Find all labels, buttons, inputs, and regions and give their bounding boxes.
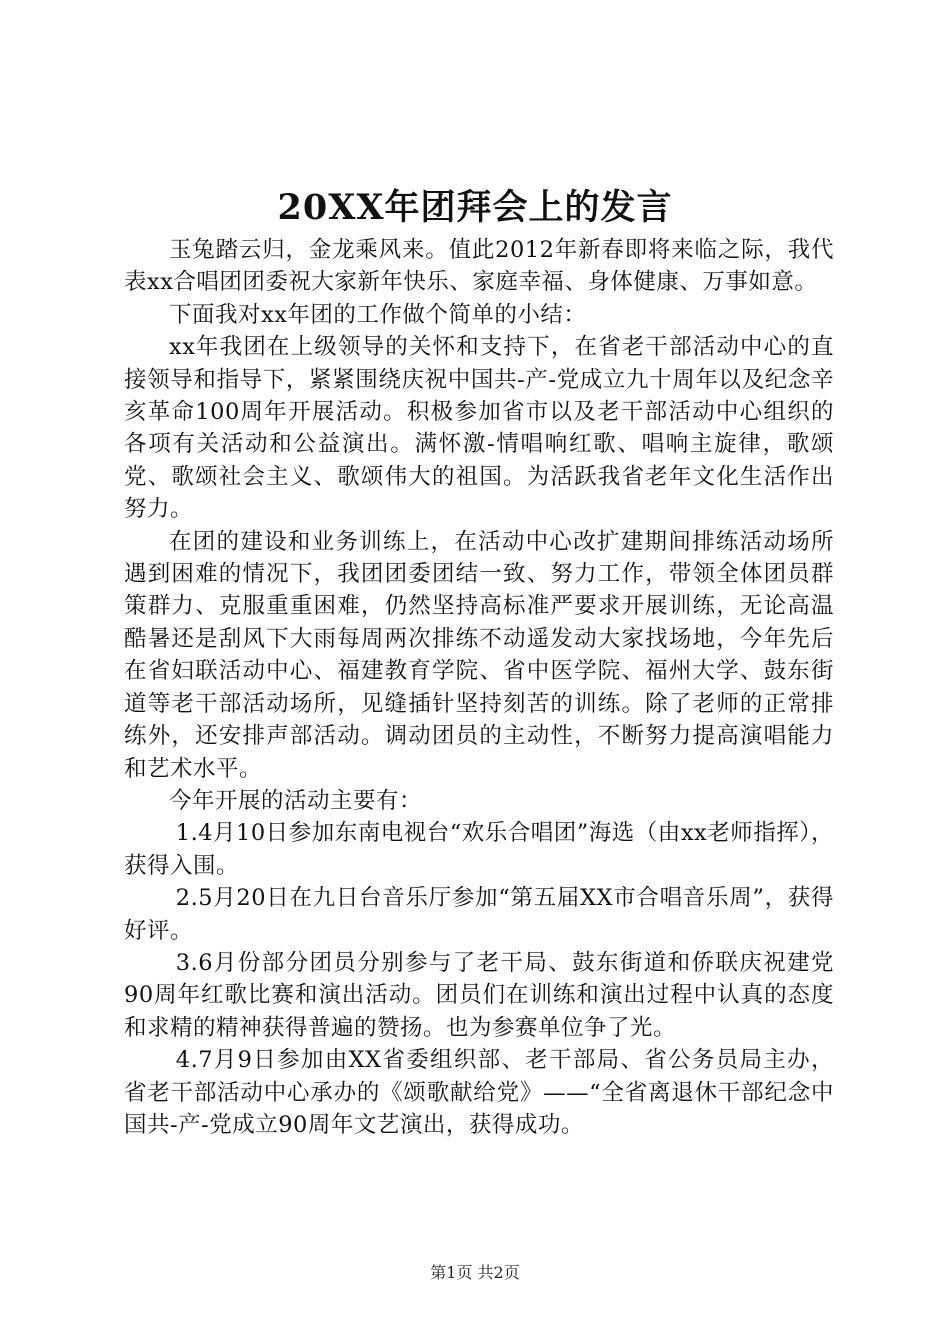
list-item-activity-1: 1.4月10日参加东南电视台“欢乐合唱团”海选（由xx老师指挥），获得入围。 (124, 820, 834, 879)
document-body (124, 234, 834, 1141)
paragraph-work-overview: xx年我团在上级领导的关怀和支持下，在省老干部活动中心的直接领导和指导下，紧紧围绕庆祝中国共-产-党成立九十周年以及纪念辛亥革命100周年开展活动。积极参加省市以及老干部活动中心组织的各项有关活动和公益演出。满怀激-情唱响红歌、唱响主旋律，歌颂党、歌颂社会主义、歌颂伟大的祖国。为活跃我省老年文化生活作出努力。 (124, 334, 834, 523)
page-number-footer: 第1页 共2页 (430, 1263, 520, 1282)
list-item-activity-3: 3.6月份部分团员分别参与了老干局、鼓东街道和侨联庆祝建党90周年红歌比赛和演出活动。团员们在训练和演出过程中认真的态度和求精的精神获得普遍的赞扬。也为参赛单位争了光。 (124, 949, 834, 1041)
paragraph-summary-intro: 下面我对xx年团的工作做个简单的小结： (169, 301, 587, 328)
paragraph-greeting: 玉兔踏云归，金龙乘风来。值此2012年新春即将来临之际，我代表xx合唱团团委祝大家新年快乐、家庭幸福、身体健康、万事如意。 (124, 237, 834, 296)
document-title: 20XX年团拜会上的发言 (277, 187, 673, 228)
list-item-activity-2: 2.5月20日在九日台音乐厅参加“第五届XX市合唱音乐周”，获得好评。 (124, 885, 834, 944)
paragraph-training: 在团的建设和业务训练上，在活动中心改扩建期间排练活动场所遇到困难的情况下，我团团委团结一致、努力工作，带领全体团员群策群力、克服重重困难，仍然坚持高标准严要求开展训练，无论高温酷暑还是刮风下大雨每周两次排练不动遥发动大家找场地，今年先后在省妇联活动中心、福建教育学院、省中医学院、福州大学、鼓东街道等老干部活动场所，见缝插针坚持刻苦的训练。除了老师的正常排练外，还安排声部活动。调动团员的主动性，不断努力提高演唱能力和艺术水平。 (124, 528, 834, 782)
paragraph-activities-intro: 今年开展的活动主要有： (169, 787, 423, 814)
list-item-activity-4: 4.7月9日参加由XX省委组织部、老干部局、省公务员局主办，省老干部活动中心承办的《颂歌献给党》——“全省离退休干部纪念中国共-产-党成立90周年文艺演出，获得成功。 (124, 1047, 834, 1138)
